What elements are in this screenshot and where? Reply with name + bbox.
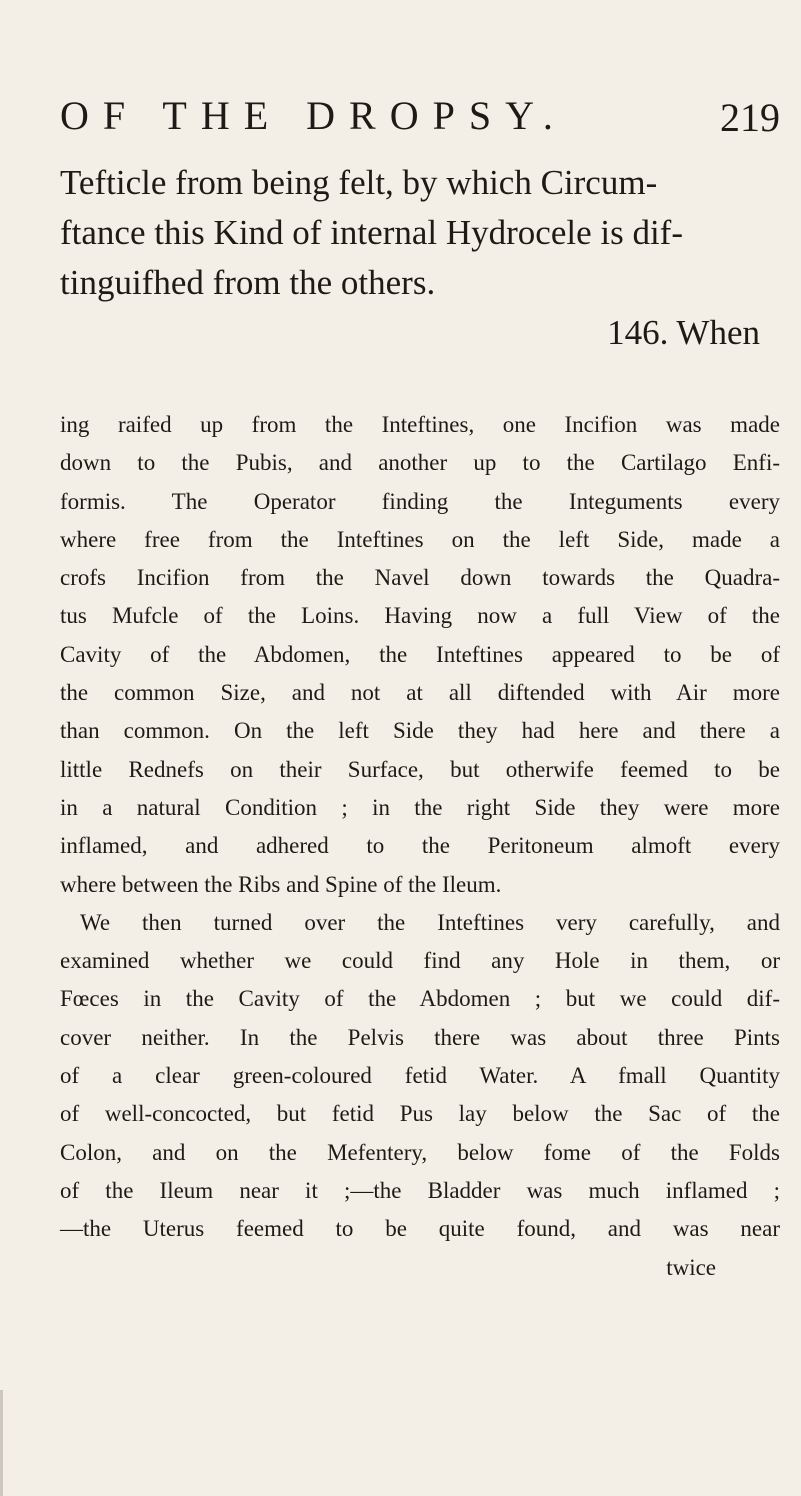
text-line: down to the Pubis, and another up to the Cartilago Enfi- [60, 450, 780, 476]
text-line: where free from the Inteftines on the left Side, made a [60, 526, 780, 552]
page-edge-shadow [0, 1390, 3, 1496]
text-line: Colon, and on the Mefentery, below fome of the Folds [60, 1139, 780, 1165]
text-line: inflamed, and adhered to the Peritoneum almoft every [60, 833, 780, 859]
text-line: ing raifed up from the Inteftines, one Incifion was made [60, 412, 780, 437]
catchword-line: 146. When [607, 313, 760, 352]
lead-paragraph [60, 158, 780, 358]
text-line: of a clear green-coloured fetid Water. A fmall Quantity [60, 1063, 780, 1089]
lead-line: Tefticle from being felt, by which Circum- [60, 163, 658, 202]
running-head [60, 92, 780, 142]
page-number: 219 [720, 95, 780, 140]
text-line: in a natural Condition ; in the right Side they were more [60, 794, 780, 820]
text-line: little Rednefs on their Surface, but otherwife feemed to be [60, 756, 780, 782]
text-line: tus Mufcle of the Loins. Having now a full View of the [60, 603, 780, 629]
text-line: than common. On the left Side they had here and there a [60, 718, 780, 744]
catchword: twice [666, 1254, 716, 1280]
text-line: of the Ileum near it ;—the Bladder was much inflamed ; [60, 1177, 780, 1203]
text-line: Cavity of the Abdomen, the Inteftines appeared to be of [60, 641, 780, 667]
text-line: We then turned over the Inteftines very carefully, and [80, 909, 780, 935]
running-title: OF THE DROPSY. [60, 93, 567, 138]
text-line: —the Uterus feemed to be quite found, and was near [60, 1216, 780, 1242]
text-line: crofs Incifion from the Navel down towards the Quadra- [60, 565, 780, 591]
text-line: of well-concocted, but fetid Pus lay below the Sac of the [60, 1101, 780, 1127]
text-line: examined whether we could find any Hole in them, or [60, 948, 780, 974]
body-text [60, 406, 780, 1287]
text-line: Fœces in the Cavity of the Abdomen ; but we could dif- [60, 986, 780, 1012]
text-line: formis. The Operator finding the Integuments every [60, 488, 780, 514]
text-line: the common Size, and not at all diftended with Air more [60, 680, 780, 706]
lead-line: ftance this Kind of internal Hydrocele is dif- [60, 213, 683, 252]
text-line: cover neither. In the Pelvis there was about three Pints [60, 1024, 780, 1050]
lead-line: tinguifhed from the others. [60, 263, 436, 302]
text-line: where between the Ribs and Spine of the Ileum. [60, 871, 502, 897]
